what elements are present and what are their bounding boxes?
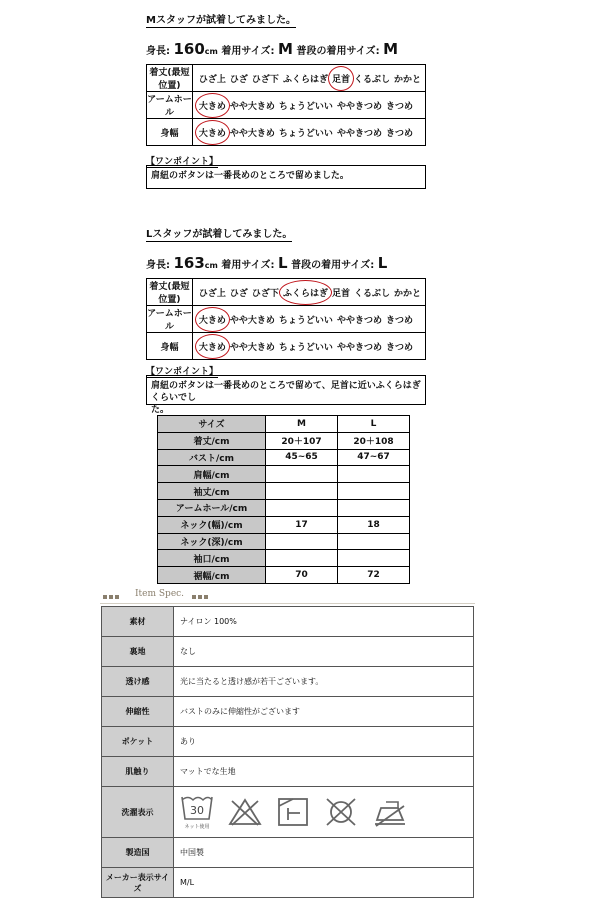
spec-value: マットでな生地: [174, 757, 474, 787]
size-table: [157, 415, 410, 584]
fit-option-selected: 足首: [332, 72, 350, 85]
spec-key: メーカー表示サイズ: [102, 868, 174, 898]
table-row: [102, 838, 474, 868]
table-row: [102, 667, 474, 697]
table-row: [102, 727, 474, 757]
fit-row-label: 身幅: [147, 119, 193, 146]
size-row-label: 袖丈/cm: [158, 483, 266, 500]
fit-option: ひざ上: [198, 74, 226, 85]
size-row-label: 袖口/cm: [158, 550, 266, 567]
fit-row-width: [147, 333, 426, 360]
size-row-label: 裾幅/cm: [158, 567, 266, 584]
fit-option: ちょうどいい: [278, 342, 333, 353]
table-row: [158, 483, 410, 500]
usual-size-value: L: [377, 254, 388, 272]
table-row: [102, 757, 474, 787]
fit-option-selected: 大きめ: [199, 126, 226, 139]
table-row: [158, 499, 410, 516]
fit-options: [192, 333, 425, 360]
item-spec-divider: [100, 603, 475, 604]
table-row: [158, 567, 410, 584]
fit-option: やや大きめ: [229, 101, 275, 112]
spec-key: 製造国: [102, 838, 174, 868]
fit-option: ややきつめ: [336, 315, 382, 326]
spec-value: M/L: [174, 868, 474, 898]
decor-squares-left: [103, 592, 121, 596]
care-symbols: [180, 793, 473, 831]
fit-row-length: [147, 279, 426, 306]
table-row: [158, 550, 410, 567]
table-row: [158, 533, 410, 550]
spec-key: 肌触り: [102, 757, 174, 787]
fit-option: かかと: [393, 74, 421, 85]
fit-option: きつめ: [385, 342, 413, 353]
fit-option: ややきつめ: [336, 101, 382, 112]
fit-options: [192, 65, 425, 92]
spec-value: 光に当たると透け感が若干ございます。: [174, 667, 474, 697]
fit-option: ひざ下: [251, 288, 279, 299]
staff-l-title: Lスタッフが試着してみました。: [146, 225, 292, 242]
fit-option: かかと: [393, 288, 421, 299]
size-value-l: 18: [338, 516, 410, 533]
size-table-header: [158, 416, 410, 433]
size-row-label: アームホール/cm: [158, 499, 266, 516]
spec-key: ポケット: [102, 727, 174, 757]
fit-option: くるぶし: [353, 288, 390, 299]
spec-value: 中国製: [174, 838, 474, 868]
fit-option-selected: 大きめ: [199, 340, 226, 353]
fit-option: ひざ: [229, 288, 248, 299]
item-spec-title: Item Spec.: [135, 589, 185, 599]
usual-size-label: 普段の着用サイズ:: [296, 46, 380, 57]
staff-m-section: [146, 8, 426, 146]
fit-option: ひざ上: [198, 288, 226, 299]
fit-row-armhole: [147, 306, 426, 333]
fit-option-selected: 大きめ: [199, 313, 226, 326]
fit-row-label: 着丈(最短位置): [147, 279, 193, 306]
fit-row-width: [147, 119, 426, 146]
no-tumble-dry-icon: [324, 796, 358, 828]
fit-option: ちょうどいい: [278, 101, 333, 112]
table-row: [158, 432, 410, 449]
staff-l-stats: [146, 254, 426, 272]
staff-m-point-label: 【ワンポイント】: [146, 154, 218, 168]
fit-option: 足首: [331, 288, 350, 299]
size-value-l: 47~67: [338, 449, 410, 466]
size-value-l: 20＋108: [338, 432, 410, 449]
spec-key: 素材: [102, 607, 174, 637]
fit-row-label: アームホール: [147, 306, 193, 333]
wash-note: ネット使用: [184, 824, 210, 830]
fit-option: やや大きめ: [229, 315, 275, 326]
fit-row-label: アームホール: [147, 92, 193, 119]
fit-option: ややきつめ: [336, 128, 382, 139]
table-row: [102, 787, 474, 838]
size-value-l: [338, 533, 410, 550]
spec-key: 透け感: [102, 667, 174, 697]
size-value-m: 70: [266, 567, 338, 584]
fit-row-armhole: [147, 92, 426, 119]
size-row-label: ネック(幅)/cm: [158, 516, 266, 533]
decor-squares-right: [192, 592, 210, 596]
table-row: [102, 697, 474, 727]
wash-30-net-icon: [180, 793, 214, 831]
height-unit: cm: [204, 261, 218, 270]
size-row-label: バスト/cm: [158, 449, 266, 466]
size-value-l: 72: [338, 567, 410, 584]
spec-key: 裏地: [102, 637, 174, 667]
size-value-l: [338, 499, 410, 516]
fit-option: ちょうどいい: [278, 128, 333, 139]
fit-options: [192, 92, 425, 119]
fit-options: [192, 279, 425, 306]
size-value-m: [266, 483, 338, 500]
usual-size-value: M: [383, 40, 399, 58]
staff-m-fit-table: [146, 64, 426, 146]
try-size-value: L: [278, 254, 288, 272]
fit-option: ふくらはぎ: [282, 74, 328, 85]
spec-key: 伸縮性: [102, 697, 174, 727]
item-spec-header: [100, 589, 475, 601]
fit-options: [192, 306, 425, 333]
staff-l-section: [146, 222, 426, 360]
spec-key: 洗濯表示: [102, 787, 174, 838]
staff-l-point-text-line1: 肩紐のボタンは一番長めのところで留めて、足首に近いふくらはぎくらいでし: [151, 381, 421, 403]
fit-row-label: 着丈(最短位置): [147, 65, 193, 92]
fit-options: [192, 119, 425, 146]
fit-option: きつめ: [385, 101, 413, 112]
size-value-m: [266, 550, 338, 567]
height-label: 身長:: [146, 260, 170, 271]
table-row: [102, 607, 474, 637]
table-row: [158, 449, 410, 466]
care-symbols-cell: [174, 787, 474, 838]
item-spec-table: [101, 606, 474, 898]
size-row-label: ネック(深)/cm: [158, 533, 266, 550]
staff-l-point-label: 【ワンポイント】: [146, 364, 218, 378]
try-size-label: 着用サイズ:: [221, 260, 275, 271]
low-iron-cloth-icon: [372, 796, 408, 828]
size-value-l: [338, 466, 410, 483]
fit-option: やや大きめ: [229, 128, 275, 139]
try-size-label: 着用サイズ:: [221, 46, 275, 57]
table-row: [158, 516, 410, 533]
size-value-l: [338, 550, 410, 567]
spec-value: あり: [174, 727, 474, 757]
height-label: 身長:: [146, 46, 170, 57]
size-row-label: 着丈/cm: [158, 432, 266, 449]
usual-size-label: 普段の着用サイズ:: [291, 260, 375, 271]
try-size-value: M: [278, 40, 293, 58]
line-dry-shade-icon: [276, 796, 310, 828]
staff-m-title: Mスタッフが試着してみました。: [146, 11, 296, 28]
spec-value: ナイロン 100%: [174, 607, 474, 637]
staff-l-fit-table: [146, 278, 426, 360]
height-unit: cm: [204, 47, 218, 56]
fit-row-length: [147, 65, 426, 92]
fit-option: ややきつめ: [336, 342, 382, 353]
height-value: 160: [173, 40, 205, 58]
size-value-m: [266, 466, 338, 483]
fit-row-label: 身幅: [147, 333, 193, 360]
spec-value: なし: [174, 637, 474, 667]
staff-m-point-box: [146, 165, 426, 189]
height-value: 163: [173, 254, 205, 272]
fit-option: くるぶし: [353, 74, 390, 85]
fit-option: きつめ: [385, 315, 413, 326]
table-row: [158, 466, 410, 483]
size-value-m: 17: [266, 516, 338, 533]
fit-option: きつめ: [385, 128, 413, 139]
fit-option: ひざ: [229, 74, 248, 85]
wash-temp: 30: [190, 804, 204, 817]
size-value-l: [338, 483, 410, 500]
size-header-label: サイズ: [158, 416, 266, 433]
fit-option-selected: 大きめ: [199, 99, 226, 112]
spec-value: バストのみに伸縮性がございます: [174, 697, 474, 727]
size-row-label: 肩幅/cm: [158, 466, 266, 483]
size-value-m: 45~65: [266, 449, 338, 466]
fit-option: やや大きめ: [229, 342, 275, 353]
fit-option: ちょうどいい: [278, 315, 333, 326]
size-value-m: [266, 533, 338, 550]
fit-option: ひざ下: [251, 74, 279, 85]
size-header-m: M: [266, 416, 338, 433]
size-value-m: [266, 499, 338, 516]
fit-option-selected: ふくらはぎ: [283, 286, 328, 299]
staff-m-stats: [146, 40, 426, 58]
table-row: [102, 637, 474, 667]
size-value-m: 20＋107: [266, 432, 338, 449]
staff-m-point-text: 肩紐のボタンは一番長めのところで留めました。: [151, 171, 349, 181]
size-header-l: L: [338, 416, 410, 433]
table-row: [102, 868, 474, 898]
staff-l-point-text-line2: た。: [151, 405, 170, 415]
staff-l-point-box: [146, 375, 426, 415]
no-bleach-icon: [228, 797, 262, 827]
